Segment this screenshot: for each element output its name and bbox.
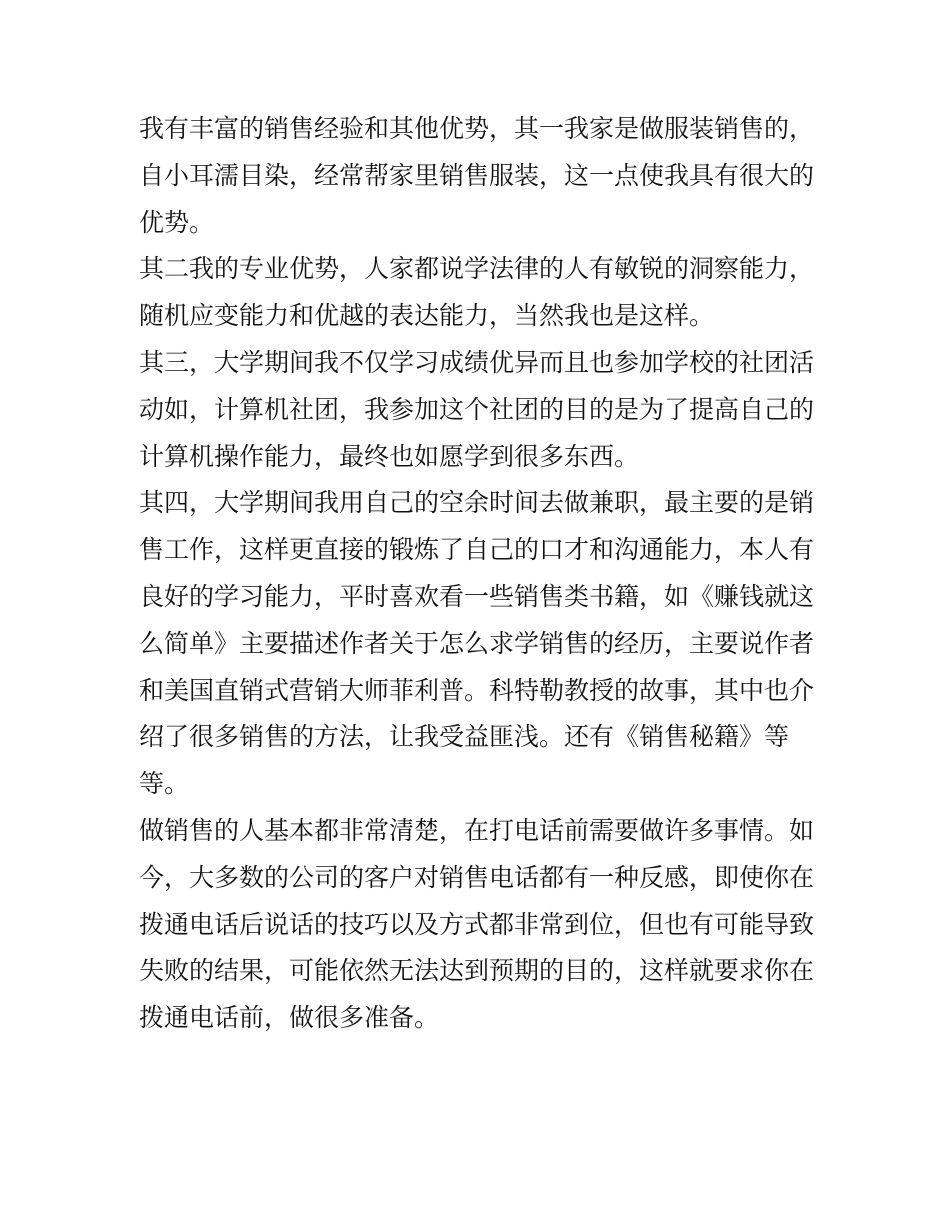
text-line: 拨通电话前，做很多准备。 (139, 1003, 440, 1033)
paragraph-phone-sales-preparation (139, 808, 813, 1042)
paragraph-professional-advantage (139, 246, 813, 340)
text-line: 其三，大学期间我不仅学习成绩优异而且也参加学校的社团活 (139, 347, 815, 377)
text-line: 今，大多数的公司的客户对销售电话都有一种反感，即使你在 (139, 862, 815, 892)
text-line: 计算机操作能力，最终也如愿学到很多东西。 (139, 441, 640, 471)
text-line: 售工作，这样更直接的锻炼了自己的口才和沟通能力，本人有 (139, 535, 815, 565)
text-line: 优势。 (139, 207, 215, 237)
text-line: 其四，大学期间我用自己的空余时间去做兼职，最主要的是销 (139, 488, 815, 518)
text-line: 么简单》主要描述作者关于怎么求学销售的经历，主要说作者 (139, 628, 815, 658)
text-line: 失败的结果，可能依然无法达到预期的目的，这样就要求你在 (139, 956, 815, 986)
text-line: 良好的学习能力，平时喜欢看一些销售类书籍，如《赚钱就这 (139, 581, 815, 611)
text-line: 绍了很多销售的方法，让我受益匪浅。还有《销售秘籍》等 (139, 722, 790, 752)
document-body (139, 106, 813, 1042)
text-line: 拨通电话后说话的技巧以及方式都非常到位，但也有可能导致 (139, 909, 815, 939)
paragraph-club-activities (139, 340, 813, 480)
text-line: 和美国直销式营销大师菲利普。科特勒教授的故事，其中也介 (139, 675, 815, 705)
text-line: 等。 (139, 769, 190, 799)
text-line: 自小耳濡目染，经常帮家里销售服装，这一点使我具有很大的 (139, 160, 815, 190)
text-line: 我有丰富的销售经验和其他优势，其一我家是做服装销售的， (139, 114, 815, 143)
text-line: 随机应变能力和优越的表达能力，当然我也是这样。 (139, 301, 715, 331)
paragraph-experience (139, 106, 813, 246)
text-line: 做销售的人基本都非常清楚，在打电话前需要做许多事情。如 (139, 815, 815, 845)
text-line: 其二我的专业优势，人家都说学法律的人有敏锐的洞察能力， (139, 254, 815, 284)
paragraph-part-time-work (139, 480, 813, 808)
text-line: 动如，计算机社团，我参加这个社团的目的是为了提高自己的 (139, 394, 815, 424)
